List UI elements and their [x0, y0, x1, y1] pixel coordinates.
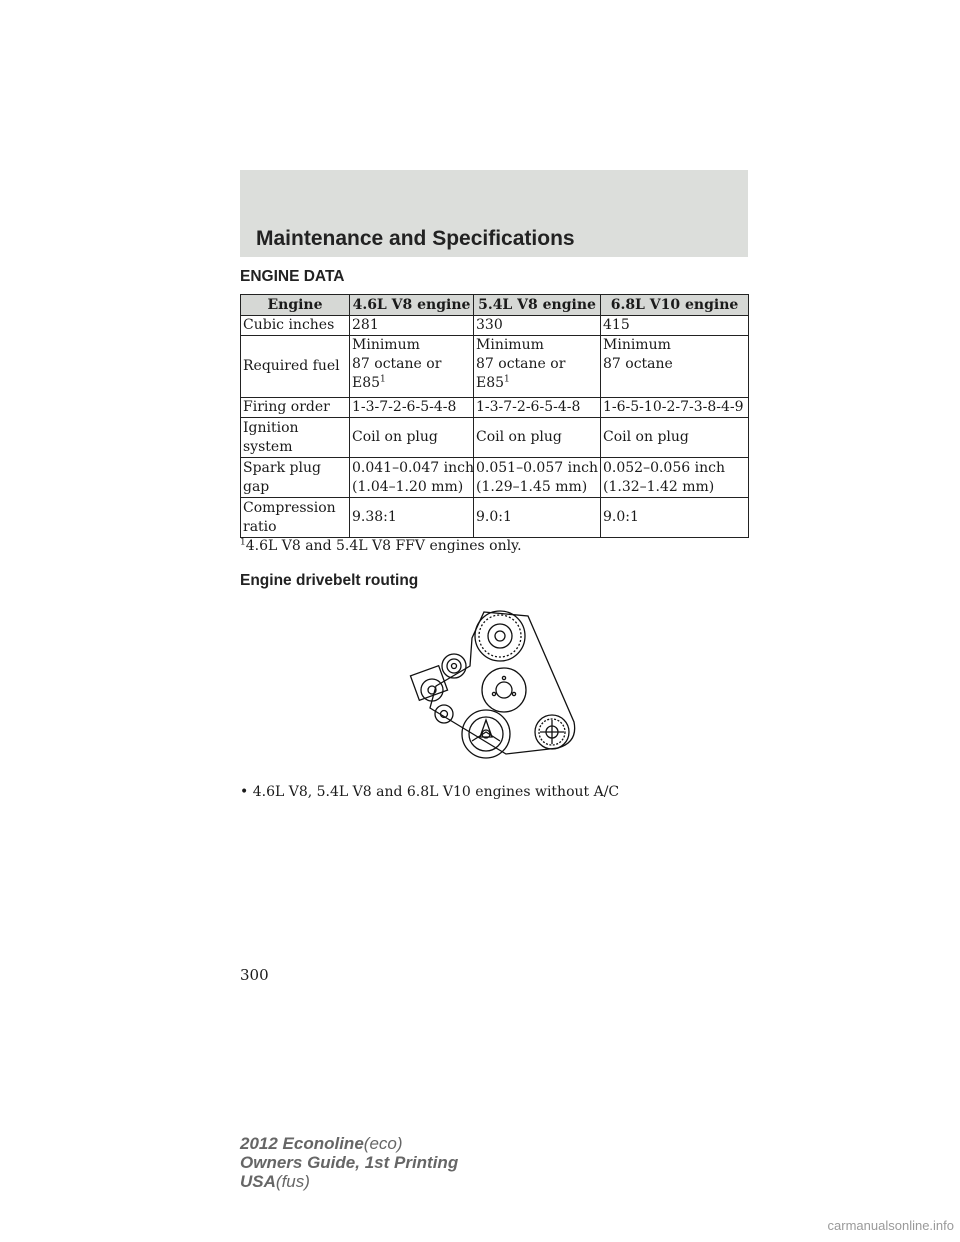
- table-cell: Required fuel: [241, 336, 350, 398]
- cell-line: 0.051–0.057 inch: [476, 459, 598, 476]
- table-cell: 281: [350, 316, 474, 336]
- footnote-mark: 1: [240, 537, 246, 548]
- table-cell: [474, 336, 601, 398]
- table-row: [241, 398, 749, 418]
- cell-line: Ignition: [243, 419, 299, 436]
- table-cell: 1-6-5-10-2-7-3-8-4-9: [601, 398, 749, 418]
- idler-pulley: [442, 654, 466, 678]
- cell-line: 0.052–0.056 inch: [603, 459, 725, 476]
- cell-line: gap: [243, 478, 270, 495]
- cell-line: (1.29–1.45 mm): [476, 478, 588, 495]
- watermark: carmanualsonline.info: [827, 1218, 954, 1233]
- cell-line: 87 octane or: [352, 356, 442, 372]
- drivebelt-title: Engine drivebelt routing: [240, 572, 419, 589]
- table-cell: 9.0:1: [474, 498, 601, 538]
- table-cell: [601, 336, 749, 398]
- column-header: 5.4L V8 engine: [474, 295, 601, 316]
- cell-line: (1.32–1.42 mm): [603, 478, 715, 495]
- cell-line: Spark plug: [243, 459, 321, 476]
- table-header-row: [241, 295, 749, 316]
- cell-line: Minimum: [476, 337, 544, 353]
- footer-model: 2012 Econoline: [240, 1134, 364, 1153]
- page-number: 300: [240, 966, 269, 984]
- footnote-mark: 1: [504, 374, 510, 385]
- table-cell: 330: [474, 316, 601, 336]
- document-footer: [240, 1134, 458, 1191]
- table-cell: 415: [601, 316, 749, 336]
- footer-line: Owners Guide, 1st Printing: [240, 1153, 459, 1172]
- cell-line: system: [243, 438, 293, 455]
- column-header: Engine: [241, 295, 350, 316]
- table-cell: [241, 458, 350, 498]
- alternator-pulley: [475, 611, 525, 661]
- cell-line: 87 octane: [603, 356, 673, 372]
- cell-text: E85: [476, 375, 505, 391]
- cell-line: 87 octane or: [476, 356, 566, 372]
- cell-line: (1.04–1.20 mm): [352, 478, 464, 495]
- footnote-mark: 1: [380, 374, 386, 385]
- cell-line: [476, 374, 600, 393]
- table-footnote: [240, 538, 522, 554]
- water-pump-pulley: [482, 668, 526, 712]
- table-cell: 9.0:1: [601, 498, 749, 538]
- footer-line: [240, 1172, 458, 1191]
- table-row: [241, 336, 749, 398]
- cell-line: ratio: [243, 518, 277, 535]
- cell-line: 0.041–0.047 inch: [352, 459, 474, 476]
- footer-line: [240, 1134, 458, 1153]
- bullet-mark: •: [240, 784, 249, 800]
- table-cell: [350, 336, 474, 398]
- footer-region-code: (fus): [275, 1172, 310, 1191]
- header-band: [240, 170, 748, 257]
- bullet-text: 4.6L V8, 5.4L V8 and 6.8L V10 engines without A/C: [252, 784, 620, 800]
- footer-model-code: (eco): [363, 1134, 403, 1153]
- table-cell: 1-3-7-2-6-5-4-8: [350, 398, 474, 418]
- table-row: [241, 498, 749, 538]
- cell-text: E85: [352, 375, 381, 391]
- column-header: 6.8L V10 engine: [601, 295, 749, 316]
- table-cell: [241, 418, 350, 458]
- cell-line: Compression: [243, 499, 336, 516]
- tensioner-pulley: [421, 679, 443, 701]
- footnote-text: 4.6L V8 and 5.4L V8 FFV engines only.: [245, 538, 522, 554]
- section-title: ENGINE DATA: [240, 268, 345, 285]
- drivebelt-routing-diagram: [400, 604, 590, 764]
- cell-line: Minimum: [603, 337, 671, 353]
- diagram-caption: [240, 784, 619, 800]
- table-row: [241, 418, 749, 458]
- column-header: 4.6L V8 engine: [350, 295, 474, 316]
- table-cell: Cubic inches: [241, 316, 350, 336]
- table-cell: [241, 498, 350, 538]
- table-cell: 9.38:1: [350, 498, 474, 538]
- engine-data-table: [240, 294, 749, 538]
- table-cell: [601, 458, 749, 498]
- table-row: [241, 316, 749, 336]
- page-title: Maintenance and Specifications: [256, 227, 575, 250]
- table-cell: Coil on plug: [474, 418, 601, 458]
- footer-region: USA: [240, 1172, 276, 1191]
- table-cell: Coil on plug: [350, 418, 474, 458]
- table-cell: [350, 458, 474, 498]
- table-row: [241, 458, 749, 498]
- table-cell: Firing order: [241, 398, 350, 418]
- table-cell: 1-3-7-2-6-5-4-8: [474, 398, 601, 418]
- cell-line: Minimum: [352, 337, 420, 353]
- table-cell: [474, 458, 601, 498]
- table-cell: Coil on plug: [601, 418, 749, 458]
- cell-line: [352, 374, 473, 393]
